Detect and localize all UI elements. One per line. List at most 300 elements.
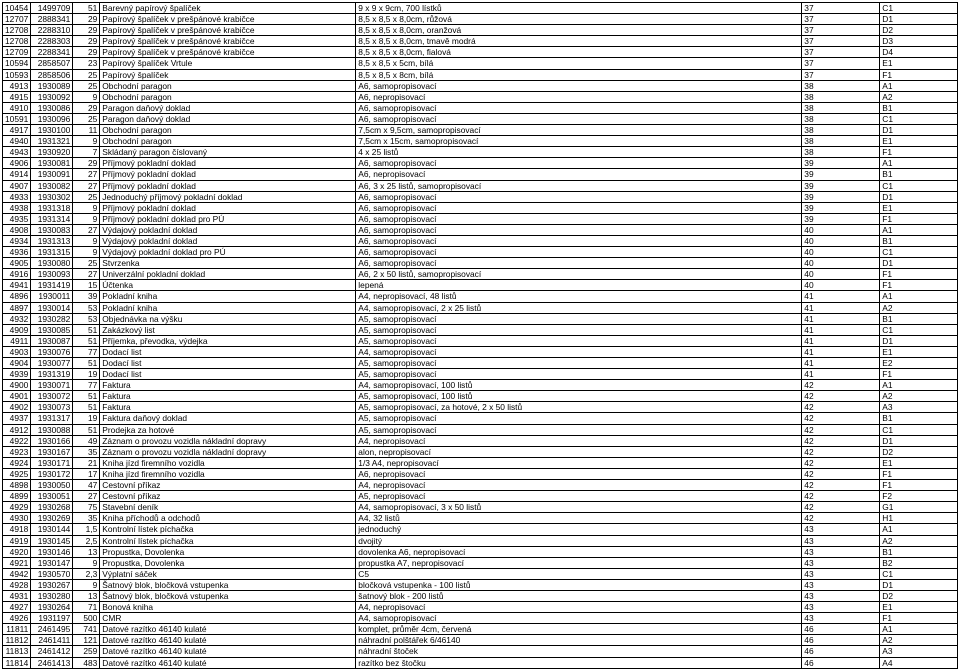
position-cell: F1: [880, 480, 958, 491]
shelf-cell: 37: [802, 36, 880, 47]
shelf-cell: 40: [802, 247, 880, 258]
table-row: [3, 491, 958, 502]
item-id-cell: 4903: [3, 346, 31, 357]
product-code-cell: 1930920: [31, 147, 73, 158]
position-cell: E1: [880, 136, 958, 147]
shelf-cell: 38: [802, 113, 880, 124]
description-cell: bločková vstupenka - 100 listů: [356, 579, 802, 590]
product-code-cell: 1931197: [31, 613, 73, 624]
product-name-cell: Datové razítko 46140 kulaté: [100, 624, 356, 635]
position-cell: F1: [880, 280, 958, 291]
product-name-cell: Faktura daňový doklad: [100, 413, 356, 424]
price-cell: 121: [73, 635, 100, 646]
description-cell: A4, samopropisovací, 3 x 50 listů: [356, 502, 802, 513]
table-row: [3, 47, 958, 58]
position-cell: G1: [880, 502, 958, 513]
price-cell: 19: [73, 369, 100, 380]
product-name-cell: Výdajový pokladní doklad: [100, 224, 356, 235]
table-row: [3, 169, 958, 180]
position-cell: D1: [880, 258, 958, 269]
shelf-cell: 46: [802, 624, 880, 635]
position-cell: B2: [880, 557, 958, 568]
shelf-cell: 42: [802, 380, 880, 391]
table-row: [3, 247, 958, 258]
position-cell: B1: [880, 413, 958, 424]
shelf-cell: 41: [802, 302, 880, 313]
item-id-cell: 12709: [3, 47, 31, 58]
table-row: [3, 158, 958, 169]
description-cell: lepená: [356, 280, 802, 291]
table-row: [3, 202, 958, 213]
position-cell: A2: [880, 391, 958, 402]
table-row: [3, 468, 958, 479]
description-cell: A6, samopropisovací: [356, 224, 802, 235]
table-row: [3, 502, 958, 513]
shelf-cell: 38: [802, 136, 880, 147]
product-name-cell: Dodací list: [100, 369, 356, 380]
shelf-cell: 41: [802, 313, 880, 324]
description-cell: A5, samopropisovací, 100 listů: [356, 391, 802, 402]
item-id-cell: 4930: [3, 513, 31, 524]
description-cell: jednoduchý: [356, 524, 802, 535]
table-row: [3, 358, 958, 369]
description-cell: A4, nepropisovací: [356, 602, 802, 613]
product-name-cell: Univerzální pokladní doklad: [100, 269, 356, 280]
shelf-cell: 37: [802, 14, 880, 25]
description-cell: razítko bez štočku: [356, 657, 802, 668]
item-id-cell: 4910: [3, 102, 31, 113]
product-name-cell: Faktura: [100, 402, 356, 413]
product-name-cell: Obchodní paragon: [100, 80, 356, 91]
product-name-cell: Příjmový pokladní doklad: [100, 158, 356, 169]
table-row: [3, 624, 958, 635]
shelf-cell: 42: [802, 491, 880, 502]
price-cell: 29: [73, 36, 100, 47]
description-cell: 8,5 x 8,5 x 8,0cm, fialová: [356, 47, 802, 58]
description-cell: A5, samopropisovací: [356, 324, 802, 335]
product-name-cell: Dodací list: [100, 346, 356, 357]
table-row: [3, 457, 958, 468]
product-code-cell: 1930269: [31, 513, 73, 524]
product-code-cell: 1930146: [31, 546, 73, 557]
price-cell: 29: [73, 102, 100, 113]
price-cell: 15: [73, 280, 100, 291]
description-cell: 7,5cm x 15cm, samopropisovací: [356, 136, 802, 147]
product-code-cell: 1931419: [31, 280, 73, 291]
position-cell: D2: [880, 590, 958, 601]
table-row: [3, 235, 958, 246]
shelf-cell: 40: [802, 269, 880, 280]
product-name-cell: Jednoduchý příjmový pokladní doklad: [100, 191, 356, 202]
description-cell: šatnový blok - 200 listů: [356, 590, 802, 601]
table-row: [3, 369, 958, 380]
table-row: [3, 380, 958, 391]
product-name-cell: Výplatní sáček: [100, 568, 356, 579]
description-cell: A6, samopropisovací: [356, 247, 802, 258]
description-cell: A4, samopropisovací: [356, 613, 802, 624]
item-id-cell: 4905: [3, 258, 31, 269]
product-name-cell: Šatnový blok, bločková vstupenka: [100, 590, 356, 601]
product-code-cell: 1930172: [31, 468, 73, 479]
description-cell: A4, samopropisovací, 2 x 25 listů: [356, 302, 802, 313]
description-cell: A4, nepropisovací: [356, 480, 802, 491]
product-code-cell: 2461412: [31, 646, 73, 657]
product-name-cell: Faktura: [100, 391, 356, 402]
position-cell: E1: [880, 58, 958, 69]
price-cell: 51: [73, 358, 100, 369]
shelf-cell: 43: [802, 546, 880, 557]
description-cell: A5, samopropisovací: [356, 369, 802, 380]
item-id-cell: 4921: [3, 557, 31, 568]
price-cell: 9: [73, 579, 100, 590]
price-cell: 47: [73, 480, 100, 491]
price-cell: 27: [73, 269, 100, 280]
item-id-cell: 4914: [3, 169, 31, 180]
product-code-cell: 1930086: [31, 102, 73, 113]
table-row: [3, 302, 958, 313]
item-id-cell: 4935: [3, 213, 31, 224]
product-name-cell: Cestovní příkaz: [100, 491, 356, 502]
table-row: [3, 102, 958, 113]
shelf-cell: 39: [802, 202, 880, 213]
product-code-cell: 2461411: [31, 635, 73, 646]
item-id-cell: 4900: [3, 380, 31, 391]
product-code-cell: 1930085: [31, 324, 73, 335]
table-row: [3, 391, 958, 402]
position-cell: F1: [880, 69, 958, 80]
product-code-cell: 1931315: [31, 247, 73, 258]
description-cell: A6, samopropisovací: [356, 80, 802, 91]
product-name-cell: Faktura: [100, 380, 356, 391]
table-row: [3, 280, 958, 291]
product-name-cell: Propustka, Dovolenka: [100, 557, 356, 568]
price-cell: 39: [73, 291, 100, 302]
product-name-cell: Příjmový pokladní doklad: [100, 180, 356, 191]
description-cell: A5, samopropisovací: [356, 358, 802, 369]
position-cell: D4: [880, 47, 958, 58]
price-cell: 49: [73, 435, 100, 446]
price-cell: 7: [73, 147, 100, 158]
price-cell: 75: [73, 502, 100, 513]
table-row: [3, 524, 958, 535]
price-cell: 27: [73, 224, 100, 235]
price-cell: 483: [73, 657, 100, 668]
description-cell: A6, 3 x 25 listů, samopropisovací: [356, 180, 802, 191]
position-cell: A1: [880, 224, 958, 235]
price-cell: 21: [73, 457, 100, 468]
item-id-cell: 4917: [3, 125, 31, 136]
item-id-cell: 4924: [3, 457, 31, 468]
product-code-cell: 1930051: [31, 491, 73, 502]
position-cell: E2: [880, 358, 958, 369]
price-cell: 9: [73, 136, 100, 147]
table-row: [3, 180, 958, 191]
shelf-cell: 41: [802, 346, 880, 357]
product-code-cell: 1931321: [31, 136, 73, 147]
shelf-cell: 39: [802, 213, 880, 224]
product-name-cell: Zakázkový list: [100, 324, 356, 335]
description-cell: náhradní štoček: [356, 646, 802, 657]
price-cell: 500: [73, 613, 100, 624]
price-cell: 9: [73, 557, 100, 568]
product-code-cell: 1499709: [31, 3, 73, 14]
position-cell: D1: [880, 14, 958, 25]
shelf-cell: 37: [802, 58, 880, 69]
price-cell: 1,5: [73, 524, 100, 535]
product-code-cell: 1930171: [31, 457, 73, 468]
price-cell: 51: [73, 3, 100, 14]
shelf-cell: 38: [802, 125, 880, 136]
item-id-cell: 4915: [3, 91, 31, 102]
product-code-cell: 1930093: [31, 269, 73, 280]
shelf-cell: 39: [802, 191, 880, 202]
shelf-cell: 42: [802, 424, 880, 435]
product-name-cell: Datové razítko 46140 kulaté: [100, 635, 356, 646]
price-cell: 51: [73, 324, 100, 335]
product-name-cell: Papírový špalíček v prešpánové krabičce: [100, 14, 356, 25]
price-cell: 25: [73, 80, 100, 91]
product-name-cell: Obchodní paragon: [100, 91, 356, 102]
description-cell: A4, samopropisovací: [356, 346, 802, 357]
item-id-cell: 4912: [3, 424, 31, 435]
position-cell: A3: [880, 646, 958, 657]
description-cell: A4, 32 listů: [356, 513, 802, 524]
product-name-cell: Kniha jízd firemního vozidla: [100, 468, 356, 479]
product-code-cell: 2288310: [31, 25, 73, 36]
position-cell: B1: [880, 235, 958, 246]
price-cell: 27: [73, 169, 100, 180]
price-cell: 2,5: [73, 535, 100, 546]
product-name-cell: Příjemka, převodka, výdejka: [100, 335, 356, 346]
product-name-cell: Kniha příchodů a odchodů: [100, 513, 356, 524]
table-row: [3, 602, 958, 613]
item-id-cell: 4908: [3, 224, 31, 235]
table-row: [3, 535, 958, 546]
position-cell: D3: [880, 36, 958, 47]
description-cell: A5, samopropisovací: [356, 313, 802, 324]
table-row: [3, 446, 958, 457]
item-id-cell: 4936: [3, 247, 31, 258]
product-code-cell: 1930091: [31, 169, 73, 180]
position-cell: F1: [880, 213, 958, 224]
price-cell: 77: [73, 346, 100, 357]
item-id-cell: 4927: [3, 602, 31, 613]
description-cell: 8,5 x 8,5 x 8,0cm, oranžová: [356, 25, 802, 36]
position-cell: A1: [880, 380, 958, 391]
table-row: [3, 646, 958, 657]
item-id-cell: 12707: [3, 14, 31, 25]
table-body: [3, 3, 958, 669]
shelf-cell: 43: [802, 613, 880, 624]
price-cell: 25: [73, 191, 100, 202]
table-row: [3, 80, 958, 91]
price-cell: 9: [73, 213, 100, 224]
product-code-cell: 1930267: [31, 579, 73, 590]
table-row: [3, 224, 958, 235]
item-id-cell: 4916: [3, 269, 31, 280]
product-name-cell: Pokladní kniha: [100, 291, 356, 302]
description-cell: A6, samopropisovací: [356, 202, 802, 213]
position-cell: F1: [880, 613, 958, 624]
position-cell: A1: [880, 80, 958, 91]
item-id-cell: 4939: [3, 369, 31, 380]
table-row: [3, 269, 958, 280]
product-name-cell: Stavební deník: [100, 502, 356, 513]
table-row: [3, 25, 958, 36]
item-id-cell: 11811: [3, 624, 31, 635]
description-cell: C5: [356, 568, 802, 579]
product-name-cell: Pokladní kniha: [100, 302, 356, 313]
product-name-cell: Prodejka za hotové: [100, 424, 356, 435]
description-cell: A4, nepropisovací: [356, 435, 802, 446]
price-cell: 29: [73, 158, 100, 169]
position-cell: B1: [880, 313, 958, 324]
shelf-cell: 42: [802, 435, 880, 446]
description-cell: A5, samopropisovací: [356, 335, 802, 346]
position-cell: B1: [880, 169, 958, 180]
item-id-cell: 11814: [3, 657, 31, 668]
position-cell: E1: [880, 457, 958, 468]
position-cell: F1: [880, 147, 958, 158]
product-code-cell: 1930076: [31, 346, 73, 357]
position-cell: A1: [880, 524, 958, 535]
item-id-cell: 12708: [3, 36, 31, 47]
table-row: [3, 91, 958, 102]
price-cell: 29: [73, 47, 100, 58]
product-code-cell: 1930166: [31, 435, 73, 446]
price-cell: 51: [73, 391, 100, 402]
table-row: [3, 313, 958, 324]
shelf-cell: 43: [802, 535, 880, 546]
item-id-cell: 4896: [3, 291, 31, 302]
shelf-cell: 42: [802, 513, 880, 524]
shelf-cell: 39: [802, 180, 880, 191]
shelf-cell: 46: [802, 635, 880, 646]
product-name-cell: Papírový špalíček: [100, 69, 356, 80]
position-cell: F1: [880, 369, 958, 380]
position-cell: D1: [880, 579, 958, 590]
item-id-cell: 4919: [3, 535, 31, 546]
table-row: [3, 258, 958, 269]
product-code-cell: 1930100: [31, 125, 73, 136]
item-id-cell: 4911: [3, 335, 31, 346]
description-cell: A5, nepropisovací: [356, 491, 802, 502]
position-cell: A1: [880, 624, 958, 635]
description-cell: A6, samopropisovací: [356, 158, 802, 169]
table-row: [3, 613, 958, 624]
product-code-cell: 1930071: [31, 380, 73, 391]
description-cell: A6, nepropisovací: [356, 468, 802, 479]
shelf-cell: 41: [802, 324, 880, 335]
position-cell: H1: [880, 513, 958, 524]
shelf-cell: 40: [802, 224, 880, 235]
description-cell: A6, samopropisovací: [356, 213, 802, 224]
shelf-cell: 42: [802, 413, 880, 424]
table-row: [3, 424, 958, 435]
shelf-cell: 46: [802, 646, 880, 657]
position-cell: F1: [880, 269, 958, 280]
item-id-cell: 4937: [3, 413, 31, 424]
product-code-cell: 1930080: [31, 258, 73, 269]
position-cell: A1: [880, 291, 958, 302]
item-id-cell: 4906: [3, 158, 31, 169]
item-id-cell: 4922: [3, 435, 31, 446]
price-cell: 9: [73, 202, 100, 213]
item-id-cell: 11812: [3, 635, 31, 646]
product-code-cell: 1930144: [31, 524, 73, 535]
product-code-cell: 1930087: [31, 335, 73, 346]
shelf-cell: 43: [802, 557, 880, 568]
table-row: [3, 291, 958, 302]
description-cell: A6, nepropisovací: [356, 91, 802, 102]
position-cell: F2: [880, 491, 958, 502]
product-code-cell: 1930088: [31, 424, 73, 435]
product-code-cell: 1930167: [31, 446, 73, 457]
item-id-cell: 4909: [3, 324, 31, 335]
description-cell: 9 x 9 x 9cm, 700 lístků: [356, 3, 802, 14]
product-code-cell: 1931319: [31, 369, 73, 380]
description-cell: 8,5 x 8,5 x 8,0cm, růžová: [356, 14, 802, 25]
description-cell: 1/3 A4, nepropisovací: [356, 457, 802, 468]
shelf-cell: 39: [802, 158, 880, 169]
shelf-cell: 43: [802, 524, 880, 535]
position-cell: D1: [880, 191, 958, 202]
description-cell: A6, 2 x 50 listů, samopropisovací: [356, 269, 802, 280]
price-cell: 35: [73, 513, 100, 524]
description-cell: 7,5cm x 9,5cm, samopropisovací: [356, 125, 802, 136]
position-cell: D1: [880, 335, 958, 346]
shelf-cell: 42: [802, 468, 880, 479]
position-cell: C1: [880, 247, 958, 258]
price-cell: 29: [73, 14, 100, 25]
description-cell: A6, nepropisovací: [356, 169, 802, 180]
product-name-cell: Dodací list: [100, 358, 356, 369]
item-id-cell: 4941: [3, 280, 31, 291]
position-cell: C1: [880, 324, 958, 335]
description-cell: A6, samopropisovací: [356, 191, 802, 202]
table-row: [3, 213, 958, 224]
position-cell: A1: [880, 158, 958, 169]
price-cell: 19: [73, 413, 100, 424]
product-code-cell: 1930096: [31, 113, 73, 124]
item-id-cell: 4938: [3, 202, 31, 213]
product-name-cell: Papírový špalíček v prešpánové krabičce: [100, 25, 356, 36]
shelf-cell: 43: [802, 590, 880, 601]
position-cell: A2: [880, 302, 958, 313]
product-name-cell: Záznam o provozu vozidla nákladní dopravy: [100, 446, 356, 457]
price-cell: 13: [73, 590, 100, 601]
price-cell: 25: [73, 258, 100, 269]
price-cell: 17: [73, 468, 100, 479]
shelf-cell: 37: [802, 47, 880, 58]
price-cell: 9: [73, 247, 100, 258]
product-name-cell: Šatnový blok, bločková vstupenka: [100, 579, 356, 590]
product-code-cell: 1930050: [31, 480, 73, 491]
table-row: [3, 635, 958, 646]
table-row: [3, 3, 958, 14]
position-cell: D1: [880, 435, 958, 446]
product-name-cell: Kontrolní lístek píchačka: [100, 535, 356, 546]
product-code-cell: 1930073: [31, 402, 73, 413]
product-name-cell: Bonová kniha: [100, 602, 356, 613]
shelf-cell: 38: [802, 80, 880, 91]
shelf-cell: 38: [802, 102, 880, 113]
item-id-cell: 4898: [3, 480, 31, 491]
product-name-cell: Výdajový pokladní doklad: [100, 235, 356, 246]
description-cell: A6, samopropisovací: [356, 113, 802, 124]
description-cell: 8,5 x 8,5 x 8cm, bílá: [356, 69, 802, 80]
position-cell: E1: [880, 202, 958, 213]
